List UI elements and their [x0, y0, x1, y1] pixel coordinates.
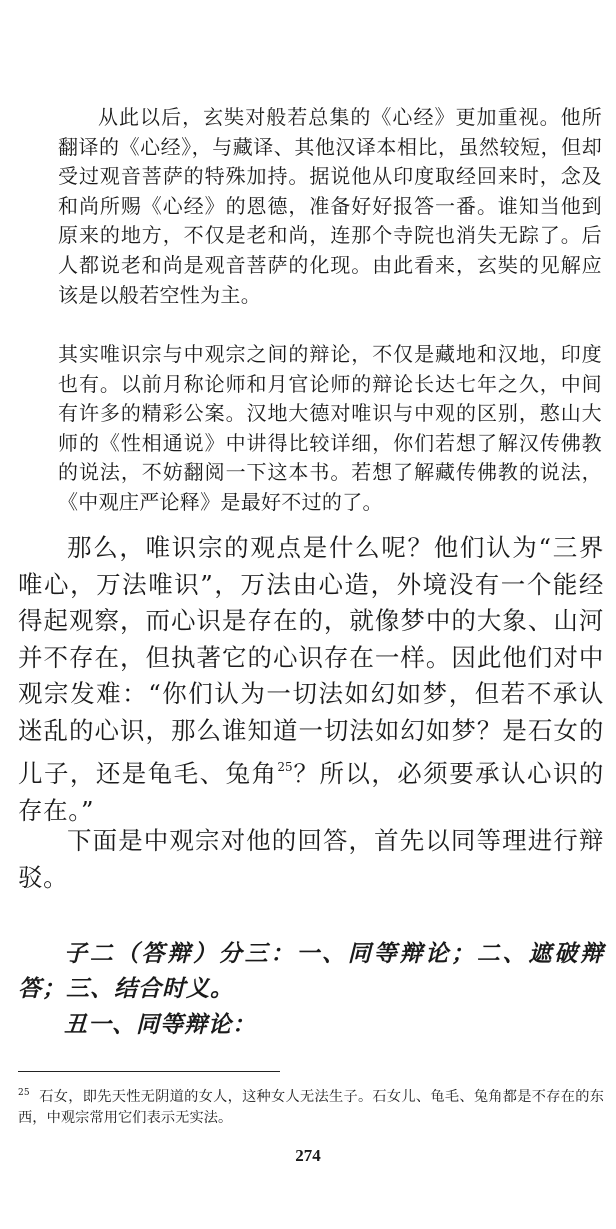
paragraph-yogacara-view-end: ？所以，必须要承认心识的存在。” [18, 759, 605, 825]
section-heading-outline: 子二（答辩）分三：一、同等辩论；二、遮破辩答；三、结合时义。 [18, 941, 604, 1002]
paragraph-yogacara-view-text: 那么，唯识宗的观点是什么呢？他们认为“三界唯心，万法唯识”，万法由心造，外境没有一个能经得起观察，而心识是存在的，就像梦中的大象、山河并不存在，但执著它的心识存在一样。因此他们对中观宗发难：“你们认为一切法如幻如梦，但若不承认迷乱的心识，那么谁知道一切法如幻如梦？是石女的儿子，还是龟毛、兔角 [18, 533, 604, 788]
paragraph-debate-history: 其实唯识宗与中观宗之间的辩论，不仅是藏地和汉地，印度也有。以前月称论师和月官论师的辩论长达七年之久，中间有许多的精彩公案。汉地大德对唯识与中观的区别，憨山大师的《性相通说》中讲得比较详细，你们若想了解汉传佛教的说法，不妨翻阅一下这本书。若想了解藏传佛教的说法，《中观庄严论释》是最好不过的了。 [58, 342, 602, 514]
page-number: 274 [295, 1146, 321, 1165]
footnote-divider [18, 1071, 280, 1072]
paragraph-madhyamaka-reply: 下面是中观宗对他的回答，首先以同等理进行辩驳。 [18, 826, 604, 892]
paragraph-yogacara-view [18, 530, 604, 829]
footnote-text: 石女，即先天性无阴道的女人，这种女人无法生子。石女儿、龟毛、兔角都是不存在的东西，中观宗常用它们表示无实法。 [18, 1089, 604, 1126]
paragraph-xuanzang: 从此以后，玄奘对般若总集的《心经》更加重视。他所翻译的《心经》，与藏译、其他汉译本相比，虽然较短，但却受过观音菩萨的特殊加持。据说他从印度取经回来时，念及和尚所赐《心经》的恩德，准备好好报答一番。谁知当他到原来的地方，不仅是老和尚，连那个寺院也消失无踪了。后人都说老和尚是观音菩萨的化现。由此看来，玄奘的见解应该是以般若空性为主。 [58, 105, 602, 307]
footnote-number: 25 [18, 1088, 30, 1098]
footnote [18, 1083, 604, 1129]
footnote-reference: 25 [277, 760, 293, 774]
section-heading-equal-debate: 丑一、同等辩论： [64, 1012, 256, 1038]
